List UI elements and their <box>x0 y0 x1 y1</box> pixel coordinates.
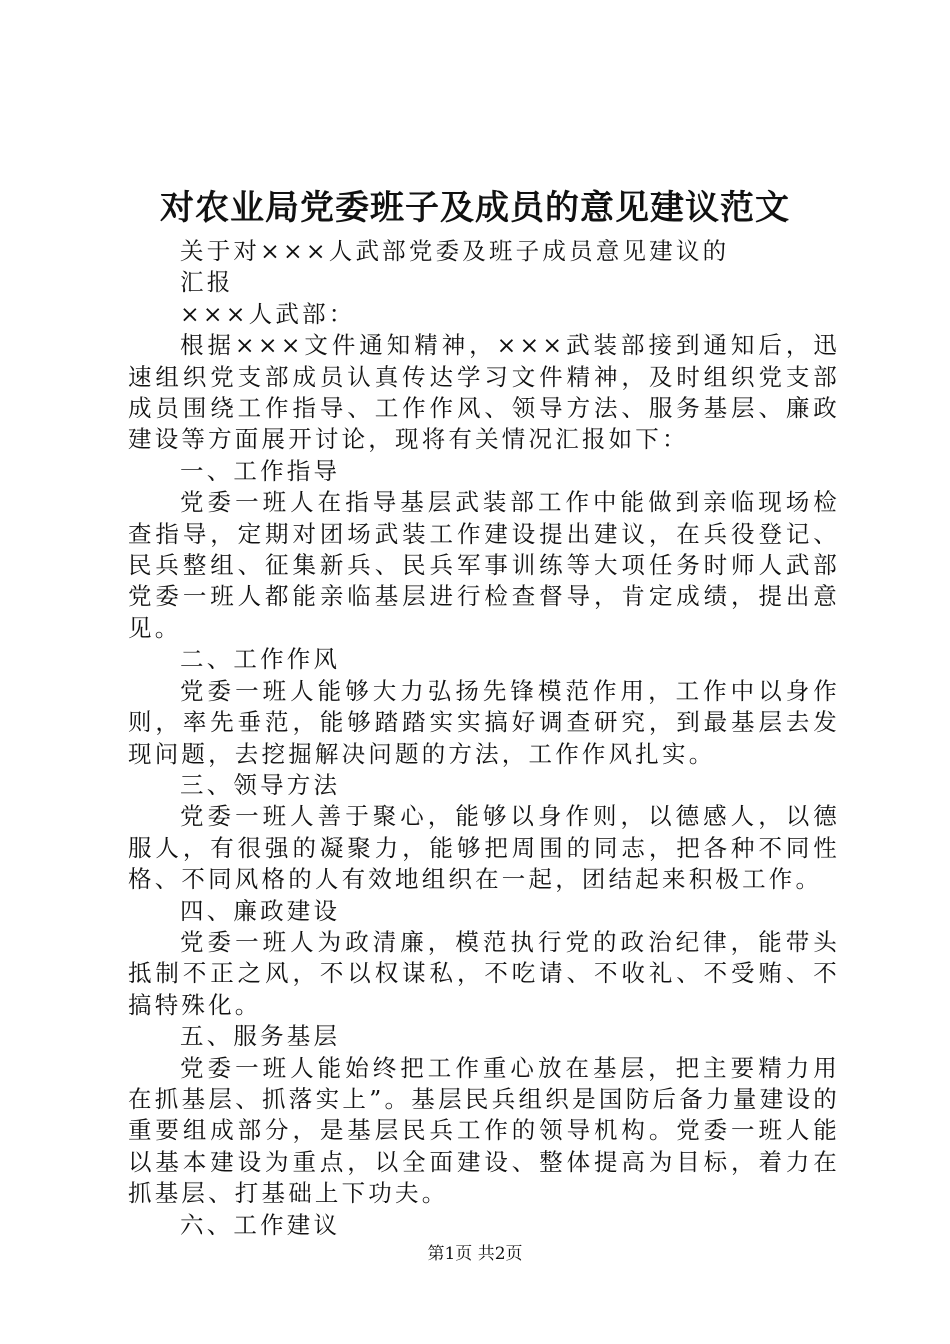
paragraph-integrity: 党委一班人为政清廉，模范执行党的政治纪律，能带头抵制不正之风，不以权谋私，不吃请、不收礼、不受贿、不搞特殊化。 <box>128 927 840 1019</box>
document-title: 对农业局党委班子及成员的意见建议范文 <box>160 188 790 228</box>
section-heading-leadership-method: 三、领导方法 <box>180 770 341 799</box>
intro-paragraph: 根据×××文件通知精神，×××武装部接到通知后，迅速组织党支部成员认真传达学习文件精神，及时组织党支部成员围绕工作指导、工作作风、领导方法、服务基层、廉政建设等方面展开讨论，现将有关情况汇报如下： <box>128 331 840 454</box>
report-heading-line-1: 关于对×××人武部党委及班子成员意见建议的 <box>180 237 730 265</box>
page-number-footer: 第1页 共2页 <box>427 1244 523 1264</box>
document-body <box>128 236 840 1241</box>
paragraph-serving-grassroots: 党委一班人能始终把工作重心放在基层，把主要精力用在抓基层、抓落实上”。基层民兵组织是国防后备力量建设的重要组成部分，是基层民兵工作的领导机构。党委一班人能以基本建设为重点，以全面建设、整体提高为目标，着力在抓基层、打基础上下功夫。 <box>128 1053 840 1208</box>
paragraph-work-guidance: 党委一班人在指导基层武装部工作中能做到亲临现场检查指导，定期对团场武装工作建设提出建议，在兵役登记、民兵整组、征集新兵、民兵军事训练等大项任务时师人武部党委一班人都能亲临基层进行检查督导，肯定成绩，提出意见。 <box>128 488 840 642</box>
salutation: ×××人武部： <box>180 299 356 328</box>
paragraph-work-style: 党委一班人能够大力弘扬先锋模范作用，工作中以身作则，率先垂范，能够踏踏实实搞好调查研究，到最基层去发现问题，去挖掘解决问题的方法，工作作风扎实。 <box>128 676 840 768</box>
paragraph-leadership-method: 党委一班人善于聚心，能够以身作则，以德感人，以德服人，有很强的凝聚力，能够把周围的同志，把各种不同性格、不同风格的人有效地组织在一起，团结起来积极工作。 <box>128 802 840 894</box>
section-heading-work-style: 二、工作作风 <box>180 645 341 674</box>
section-heading-integrity: 四、廉政建设 <box>180 896 341 925</box>
section-heading-work-suggestions: 六、工作建议 <box>180 1210 341 1239</box>
report-heading-line-2: 汇报 <box>180 268 234 297</box>
section-heading-serving-grassroots: 五、服务基层 <box>180 1022 341 1051</box>
section-heading-work-guidance: 一、工作指导 <box>180 456 341 485</box>
